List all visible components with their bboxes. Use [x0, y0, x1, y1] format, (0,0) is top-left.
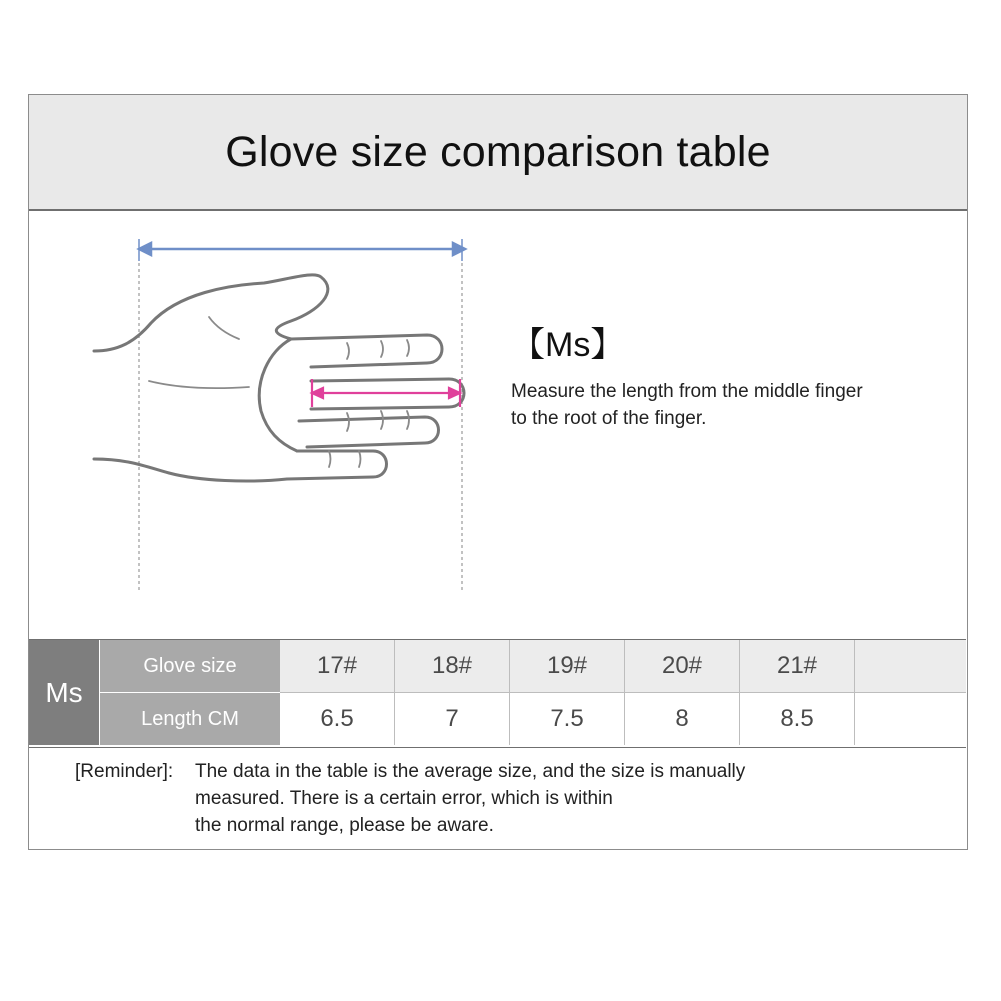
empty-cell — [855, 693, 966, 745]
row-label-glove-size: Glove size — [100, 640, 280, 693]
size-cell: 17# — [280, 640, 395, 692]
size-table — [29, 639, 966, 748]
length-cell: 7 — [395, 693, 510, 745]
reminder-note — [75, 758, 925, 839]
length-cell: 8 — [625, 693, 740, 745]
length-cell: 6.5 — [280, 693, 395, 745]
row-label-length: Length CM — [100, 693, 280, 745]
description-line: to the root of the finger. — [511, 408, 707, 429]
empty-cell — [855, 640, 966, 692]
ms-label-cell: Ms — [29, 640, 100, 745]
page-title: Glove size comparison table — [225, 127, 771, 176]
size-cell: 21# — [740, 640, 855, 692]
measure-description — [511, 317, 951, 432]
reminder-line: the normal range, please be aware. — [195, 815, 494, 836]
width-arrow — [139, 239, 465, 261]
length-arrow — [312, 379, 460, 407]
size-cell: 20# — [625, 640, 740, 692]
length-cell: 8.5 — [740, 693, 855, 745]
size-chart-sheet — [28, 94, 968, 850]
length-cell: 7.5 — [510, 693, 625, 745]
hand-illustration — [29, 211, 499, 631]
size-cell: 18# — [395, 640, 510, 692]
measure-heading: 【Ms】 — [511, 326, 625, 364]
table-row-sizes — [280, 640, 966, 693]
reminder-line: The data in the table is the average size, and the size is manually — [195, 761, 746, 782]
size-cell: 19# — [510, 640, 625, 692]
reminder-tag: [Reminder]: — [75, 761, 174, 782]
title-bar — [29, 95, 967, 211]
table-row-lengths — [280, 693, 966, 745]
guide-lines — [139, 263, 462, 591]
hand-outline — [94, 275, 464, 481]
description-line: Measure the length from the middle finger — [511, 381, 863, 402]
reminder-line: measured. There is a certain error, which is within — [195, 788, 613, 809]
